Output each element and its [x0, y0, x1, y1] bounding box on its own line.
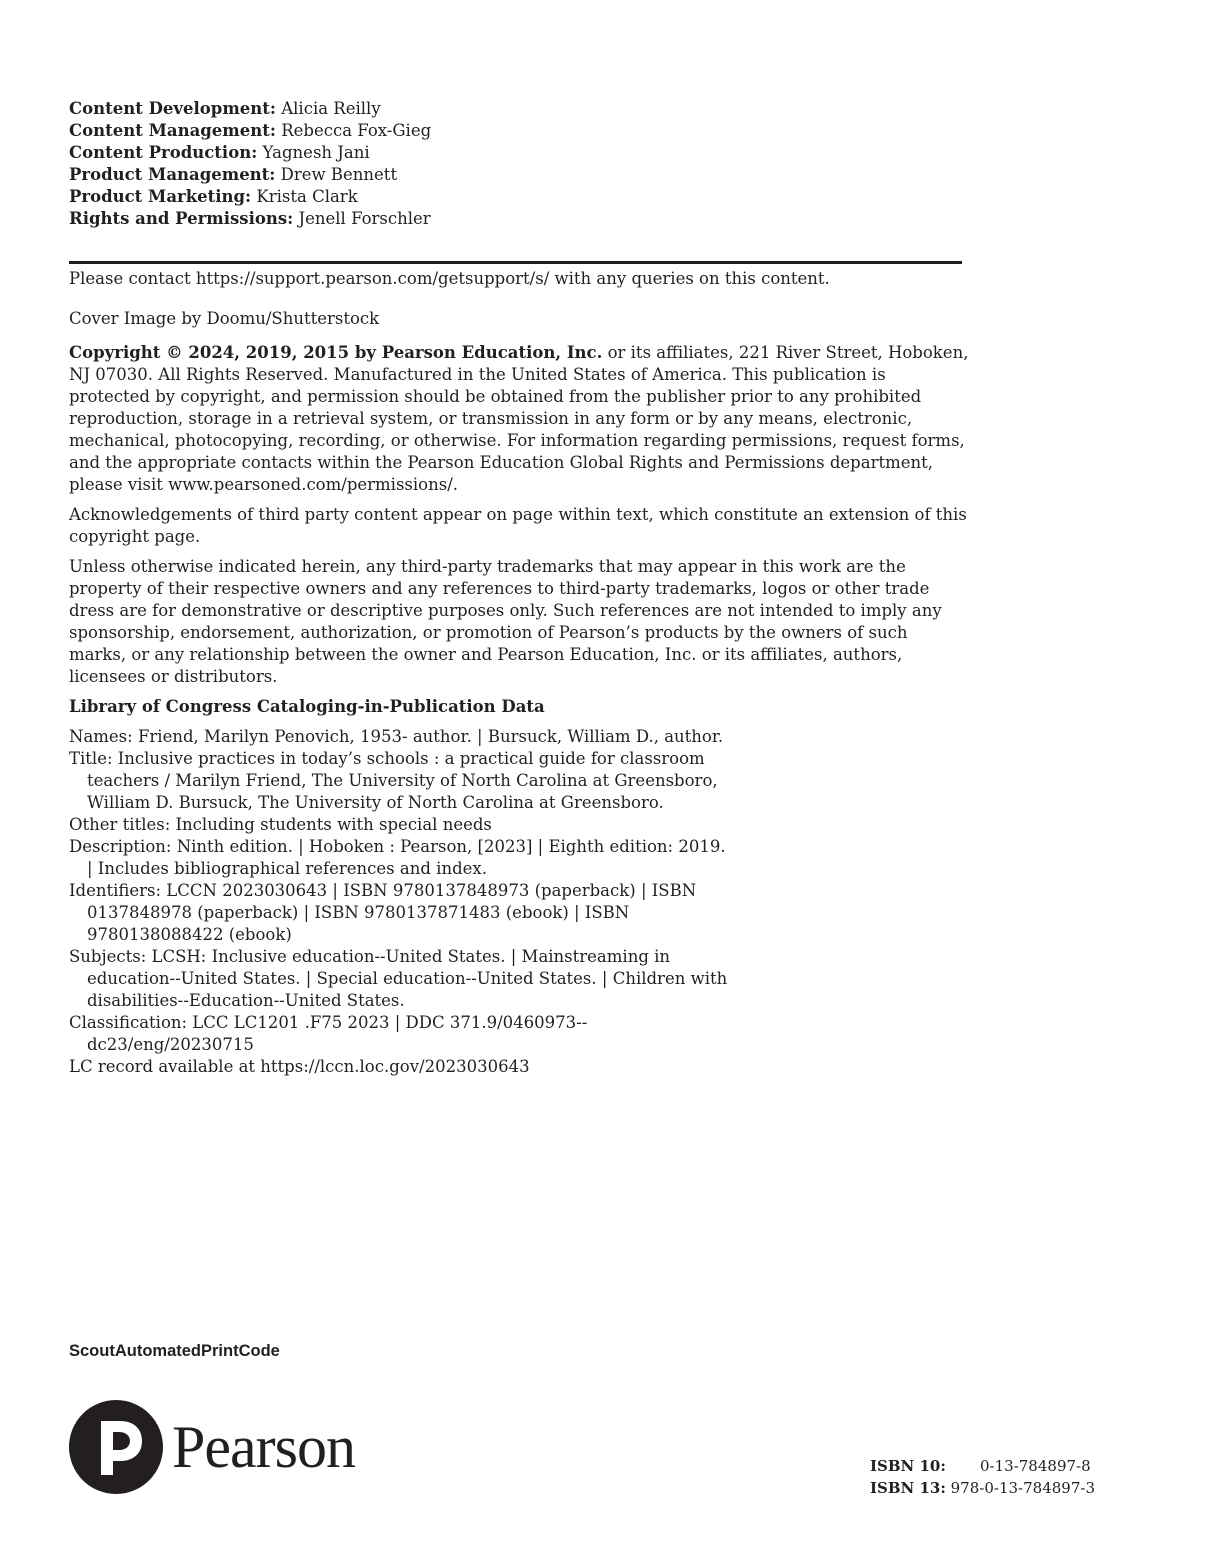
- pearson-wordmark: Pearson: [172, 1413, 355, 1480]
- credit-row: [69, 120, 431, 142]
- cip-entry: Other titles: Including students with special needs: [69, 815, 492, 834]
- trademark-notice: Unless otherwise indicated herein, any third-party trademarks that may appear in this work are the property of their respective owners and any references to third-party trademarks, logos or other trade dress are for demonstrative or descriptive purposes only. Such references are not intended to imply any sponsorship, endorsement, authorization, or promotion of Pearson’s products by the owners of such marks, or any relationship between the owner and Pearson Education, Inc. or its affiliates, authors, licensees or distributors.: [69, 557, 942, 686]
- credit-row: [69, 208, 431, 230]
- credit-role: Content Production:: [69, 143, 258, 162]
- divider-rule: [69, 261, 962, 264]
- copyright-holder: Copyright © 2024, 2019, 2015 by Pearson Education, Inc.: [69, 343, 603, 362]
- cip-heading: Library of Congress Cataloging-in-Publication Data: [69, 697, 545, 716]
- pearson-logo: [68, 1399, 355, 1495]
- isbn-13: [870, 1477, 1095, 1499]
- cip-entry: Names: Friend, Marilyn Penovich, 1953- author. | Bursuck, William D., author.: [69, 727, 724, 746]
- cip-entry: Description: Ninth edition. | Hoboken : Pearson, [2023] | Eighth edition: 2019. | Includes bibliographical references and index.: [69, 837, 726, 878]
- isbn-10-value: 0-13-784897-8: [980, 1457, 1091, 1475]
- credit-row: [69, 186, 431, 208]
- credit-role: Rights and Permissions:: [69, 209, 294, 228]
- cip-data: [69, 726, 729, 1078]
- acknowledgements: Acknowledgements of third party content appear on page within text, which constitute an extension of this copyright page.: [69, 505, 967, 546]
- credit-role: Product Management:: [69, 165, 276, 184]
- isbn-13-label: ISBN 13:: [870, 1479, 946, 1497]
- credit-name: Krista Clark: [251, 187, 358, 206]
- credit-role: Product Marketing:: [69, 187, 252, 206]
- isbn-10: [870, 1455, 1095, 1477]
- cip-entry: Classification: LCC LC1201 .F75 2023 | DDC 371.9/0460973--dc23/eng/20230715: [69, 1013, 588, 1054]
- copyright-text: or its affiliates, 221 River Street, Hoboken, NJ 07030. All Rights Reserved. Manufactured in the United States of America. This publication is protected by copyright, and permission should be obtained from the publisher prior to any prohibited reproduction, storage in a retrieval system, or transmission in any form or by any means, electronic, mechanical, photocopying, recording, or otherwise. For information regarding permissions, request forms, and the appropriate contacts within the Pearson Education Global Rights and Permissions department, please visit www.pearsoned.com/permissions/.: [69, 343, 969, 494]
- credit-role: Content Management:: [69, 121, 276, 140]
- cip-entry: Identifiers: LCCN 2023030643 | ISBN 9780137848973 (paperback) | ISBN 0137848978 (paperback) | ISBN 9780137871483 (ebook) | ISBN 9780138088422 (ebook): [69, 881, 697, 944]
- credit-row: [69, 164, 431, 186]
- credit-name: Yagnesh Jani: [257, 143, 370, 162]
- cover-credit: Cover Image by Doomu/Shutterstock: [69, 309, 380, 328]
- credit-name: Jenell Forschler: [293, 209, 431, 228]
- isbn-block: [870, 1455, 1095, 1499]
- credits-block: [69, 98, 431, 230]
- cip-entry: LC record available at https://lccn.loc.gov/2023030643: [69, 1057, 530, 1076]
- credit-name: Alicia Reilly: [275, 99, 381, 118]
- credit-row: [69, 142, 431, 164]
- pearson-p-icon: [68, 1399, 164, 1495]
- isbn-10-label: ISBN 10:: [870, 1457, 946, 1475]
- print-code: ScoutAutomatedPrintCode: [69, 1342, 280, 1360]
- credit-name: Rebecca Fox-Gieg: [275, 121, 432, 140]
- cip-entry: Title: Inclusive practices in today’s schools : a practical guide for classroom teachers / Marilyn Friend, The University of North Carolina at Greensboro, William D. Bursuck, The University of North Carolina at Greensboro.: [69, 749, 718, 812]
- credit-row: [69, 98, 431, 120]
- cip-entry: Subjects: LCSH: Inclusive education--United States. | Mainstreaming in education--United States. | Special education--United States. | Children with disabilities--Education--United States.: [69, 947, 728, 1010]
- copyright-notice: [69, 342, 969, 496]
- copyright-body: [69, 268, 969, 1078]
- credit-name: Drew Bennett: [275, 165, 398, 184]
- credit-role: Content Development:: [69, 99, 276, 118]
- isbn-13-value: 978-0-13-784897-3: [945, 1479, 1095, 1497]
- contact-line: Please contact https://support.pearson.com/getsupport/s/ with any queries on this content.: [69, 269, 830, 288]
